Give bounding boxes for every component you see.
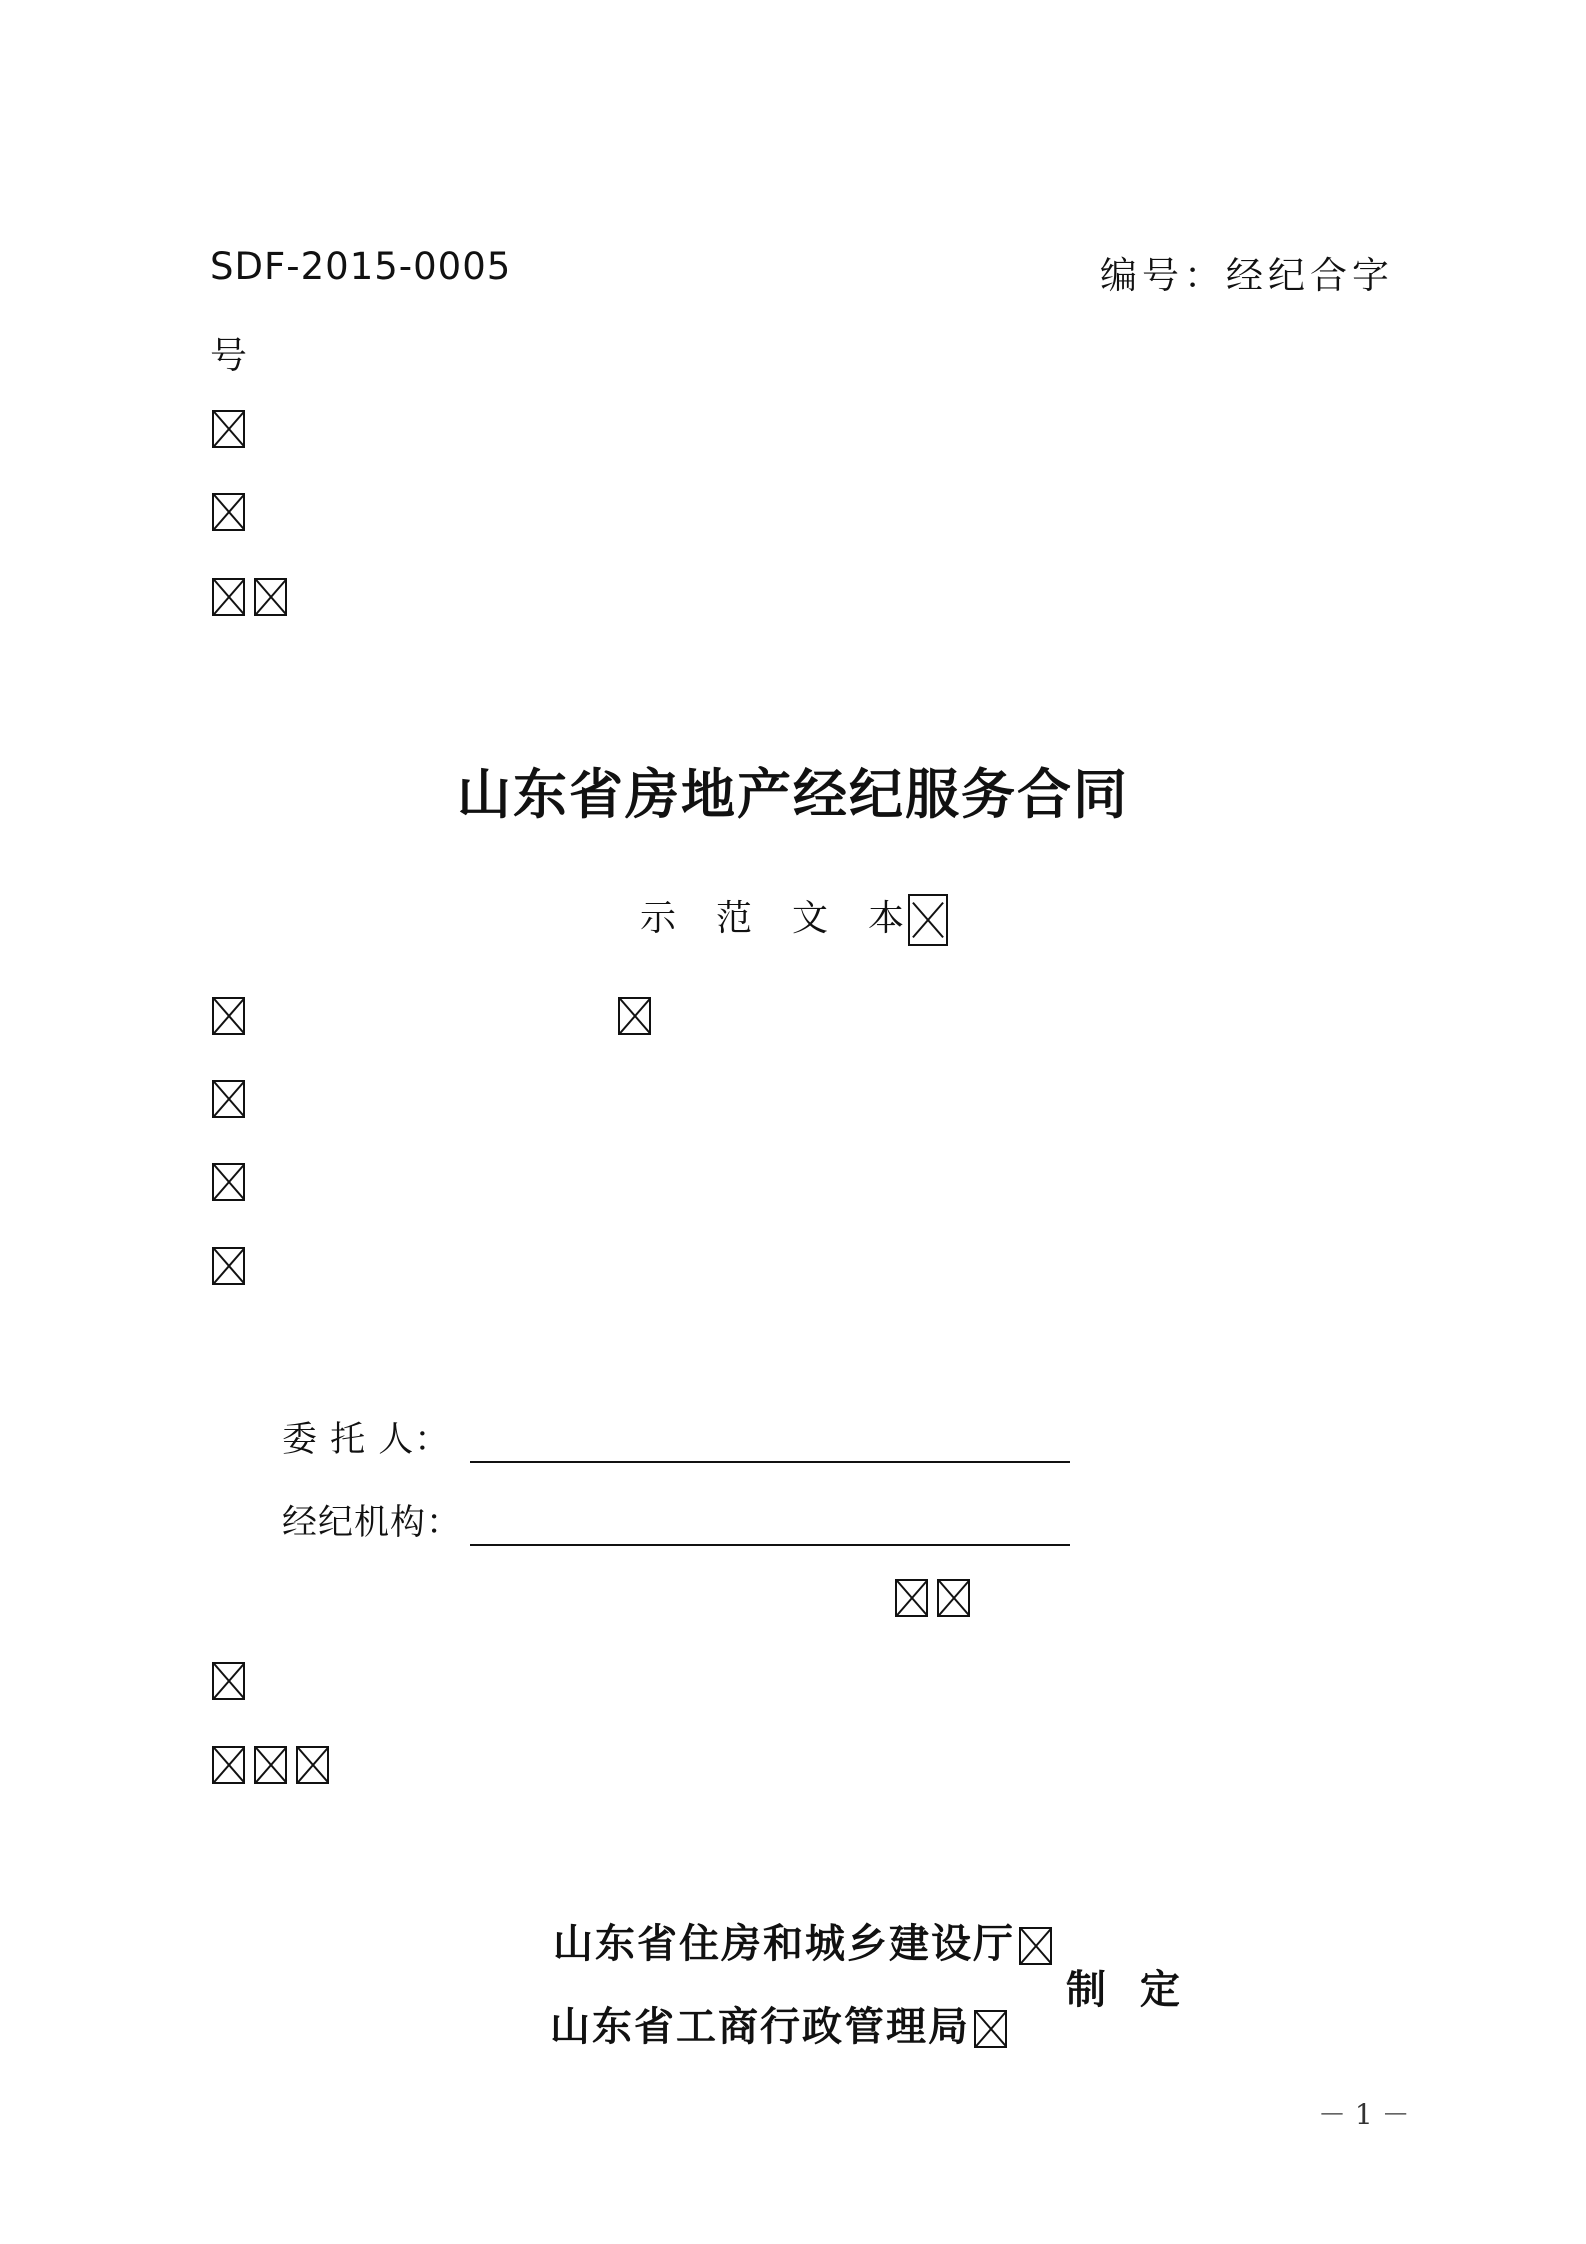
- issuer-2: [550, 1995, 1016, 2052]
- missing-glyph-icon: [254, 1746, 287, 1784]
- missing-glyph-icon: [212, 1163, 245, 1201]
- subtitle-char: 范: [716, 898, 753, 939]
- issuer-1: [553, 1912, 1061, 1969]
- missing-glyph-row: [895, 1579, 979, 1617]
- missing-glyph-row: [212, 1080, 254, 1118]
- missing-glyph-icon: [212, 1662, 245, 1700]
- missing-glyph-icon: [212, 1080, 245, 1118]
- missing-glyph-row: [212, 493, 254, 531]
- missing-glyph-icon: [974, 2010, 1007, 2048]
- missing-glyph-icon: [212, 578, 245, 616]
- missing-glyph-row: [618, 997, 660, 1035]
- subtitle-char: 本: [868, 898, 905, 939]
- missing-glyph-row: [212, 1247, 254, 1285]
- agency-field[interactable]: [470, 1544, 1070, 1546]
- missing-glyph-row: [212, 578, 296, 616]
- missing-glyph-icon: [212, 997, 245, 1035]
- missing-glyph-icon: [212, 493, 245, 531]
- missing-glyph-icon: [895, 1579, 928, 1617]
- missing-glyph-icon: [618, 997, 651, 1035]
- missing-glyph-icon: [212, 410, 245, 448]
- missing-glyph-icon: [937, 1579, 970, 1617]
- document-subtitle: [640, 890, 957, 946]
- missing-glyph-icon: [212, 1746, 245, 1784]
- made-label: 制 定: [1066, 1967, 1190, 2013]
- document-title: 山东省房地产经纪服务合同: [457, 763, 1129, 826]
- missing-glyph-icon: [296, 1746, 329, 1784]
- missing-glyph-row: [212, 1163, 254, 1201]
- client-label: 委 托 人：: [282, 1420, 451, 1460]
- contract-number-label: 编号：经纪合字: [1100, 254, 1394, 297]
- missing-glyph-row: [212, 997, 254, 1035]
- doc-code: SDF-2015-0005: [210, 245, 512, 288]
- issuer-2-text: 山东省工商行政管理局: [550, 2004, 970, 2050]
- missing-glyph-icon: [254, 578, 287, 616]
- subtitle-char: 文: [792, 898, 829, 939]
- missing-glyph-icon: [1019, 1927, 1052, 1965]
- missing-glyph-row: [212, 1662, 254, 1700]
- missing-glyph-icon: [212, 1247, 245, 1285]
- missing-glyph-row: [212, 1746, 338, 1784]
- contract-number-suffix: 号: [210, 334, 248, 377]
- missing-glyph-row: [212, 410, 254, 448]
- missing-glyph-icon: [908, 894, 948, 946]
- issuer-1-text: 山东省住房和城乡建设厅: [553, 1921, 1015, 1967]
- client-field[interactable]: [470, 1461, 1070, 1463]
- page-number: － 1 －: [1318, 2098, 1410, 2131]
- agency-label: 经纪机构：: [282, 1503, 463, 1543]
- subtitle-char: 示: [640, 898, 677, 939]
